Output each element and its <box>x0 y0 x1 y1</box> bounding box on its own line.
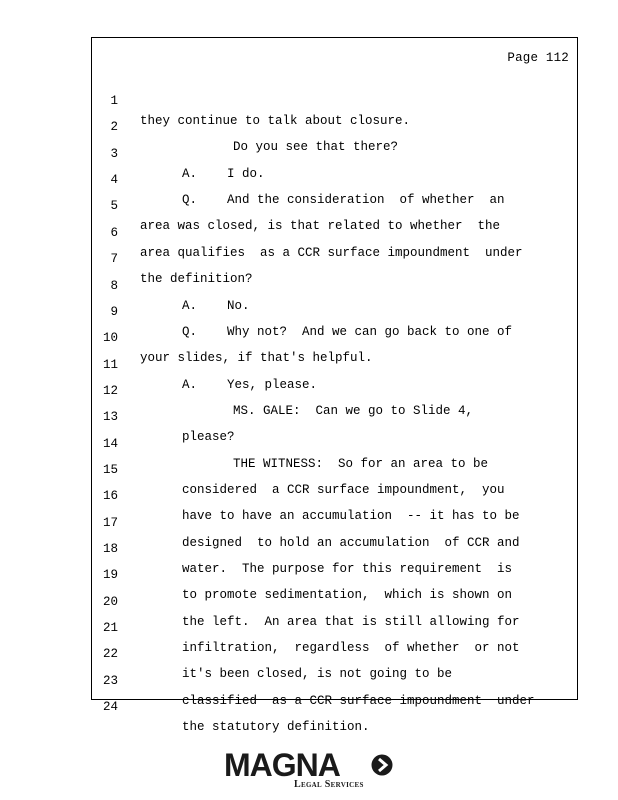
line-text: A. Yes, please. <box>182 378 318 392</box>
line-text: the definition? <box>140 272 253 286</box>
line-text: classified as a CCR surface impoundment under <box>182 694 535 708</box>
line-text: infiltration, regardless of whether or not <box>182 641 520 655</box>
line-number: 8 <box>110 279 118 293</box>
line-number: 17 <box>102 516 118 530</box>
line-number: 5 <box>110 199 118 213</box>
line-number: 22 <box>102 647 118 661</box>
line-text: Do you see that there? <box>233 140 399 154</box>
line-number: 3 <box>110 147 118 161</box>
line-text: have to have an accumulation -- it has to be <box>182 509 520 523</box>
line-text: THE WITNESS: So for an area to be <box>233 457 489 471</box>
line-number: 6 <box>110 226 118 240</box>
line-text: they continue to talk about closure. <box>140 114 411 128</box>
line-text: MS. GALE: Can we go to Slide 4, <box>233 404 474 418</box>
line-number: 19 <box>102 568 118 582</box>
line-number: 1 <box>110 94 118 108</box>
line-number: 15 <box>102 463 118 477</box>
line-number: 21 <box>102 621 118 635</box>
transcript-page <box>91 37 578 734</box>
line-text: please? <box>182 430 235 444</box>
line-text: it's been closed, is not going to be <box>182 667 453 681</box>
page-number-label: Page 112 <box>507 51 569 65</box>
line-number: 23 <box>102 674 118 688</box>
line-number: 2 <box>110 120 118 134</box>
line-number: 13 <box>102 410 118 424</box>
line-number: 14 <box>102 437 118 451</box>
chevron-right-circle-icon <box>371 754 393 776</box>
line-number: 18 <box>102 542 118 556</box>
line-text: water. The purpose for this requirement is <box>182 562 513 576</box>
logo-wordmark: MAGNA <box>224 747 340 783</box>
line-text: to promote sedimentation, which is shown on <box>182 588 513 602</box>
line-text: area qualifies as a CCR surface impoundment under <box>140 246 523 260</box>
transcript-line <box>92 71 577 128</box>
line-number: 20 <box>102 595 118 609</box>
line-text: Q. Why not? And we can go back to one of <box>182 325 513 339</box>
line-number: 16 <box>102 489 118 503</box>
line-number: 12 <box>102 384 118 398</box>
line-text: A. I do. <box>182 167 265 181</box>
logo-subtitle: Legal Services <box>294 779 364 790</box>
line-text: designed to hold an accumulation of CCR and <box>182 536 520 550</box>
line-text: area was closed, is that related to whether the <box>140 219 501 233</box>
line-text: considered a CCR surface impoundment, you <box>182 483 505 497</box>
line-number: 10 <box>102 331 118 345</box>
line-number: 11 <box>102 358 118 372</box>
line-text: your slides, if that's helpful. <box>140 351 373 365</box>
line-number: 7 <box>110 252 118 266</box>
magna-logo <box>224 748 396 792</box>
line-text: Q. And the consideration of whether an <box>182 193 505 207</box>
line-text: A. No. <box>182 299 250 313</box>
line-number: 4 <box>110 173 118 187</box>
line-text: the left. An area that is still allowing for <box>182 615 520 629</box>
line-number: 24 <box>102 700 118 714</box>
line-text: the statutory definition. <box>182 720 370 734</box>
line-number: 9 <box>110 305 118 319</box>
